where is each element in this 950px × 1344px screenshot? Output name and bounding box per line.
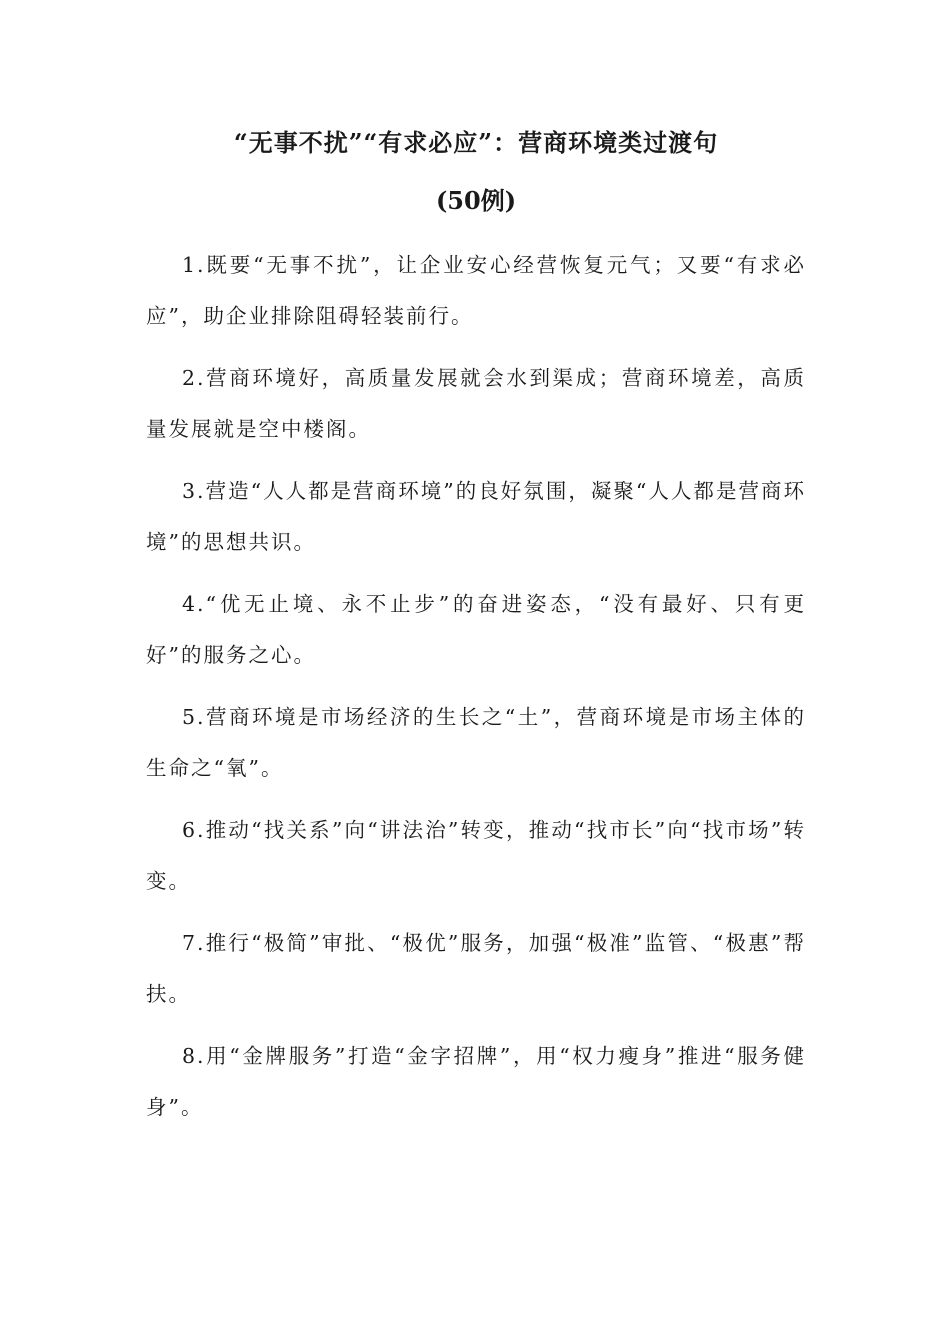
list-item: 8.用“金牌服务”打造“金字招牌”，用“权力瘦身”推进“服务健身”。 (146, 1044, 806, 1119)
list-item: 4.“优无止境、永不止步”的奋进姿态，“没有最好、只有更好”的服务之心。 (146, 592, 806, 667)
transition-sentence-list (146, 240, 806, 1133)
list-item: 5.营商环境是市场经济的生长之“土”，营商环境是市场主体的生命之“氧”。 (146, 705, 806, 780)
document-subtitle: (50例) (435, 186, 517, 215)
list-item: 3.营造“人人都是营商环境”的良好氛围，凝聚“人人都是营商环境”的思想共识。 (146, 479, 806, 554)
list-item: 6.推动“找关系”向“讲法治”转变，推动“找市长”向“找市场”转变。 (146, 818, 806, 893)
document-title: “无事不扰”“有求必应”：营商环境类过渡句 (233, 128, 719, 157)
document-page (146, 126, 806, 1133)
list-item: 2.营商环境好，高质量发展就会水到渠成；营商环境差，高质量发展就是空中楼阁。 (146, 366, 806, 441)
list-item: 1.既要“无事不扰”，让企业安心经营恢复元气；又要“有求必应”，助企业排除阻碍轻装前行。 (146, 253, 806, 328)
list-item: 7.推行“极简”审批、“极优”服务，加强“极准”监管、“极惠”帮扶。 (146, 931, 806, 1006)
